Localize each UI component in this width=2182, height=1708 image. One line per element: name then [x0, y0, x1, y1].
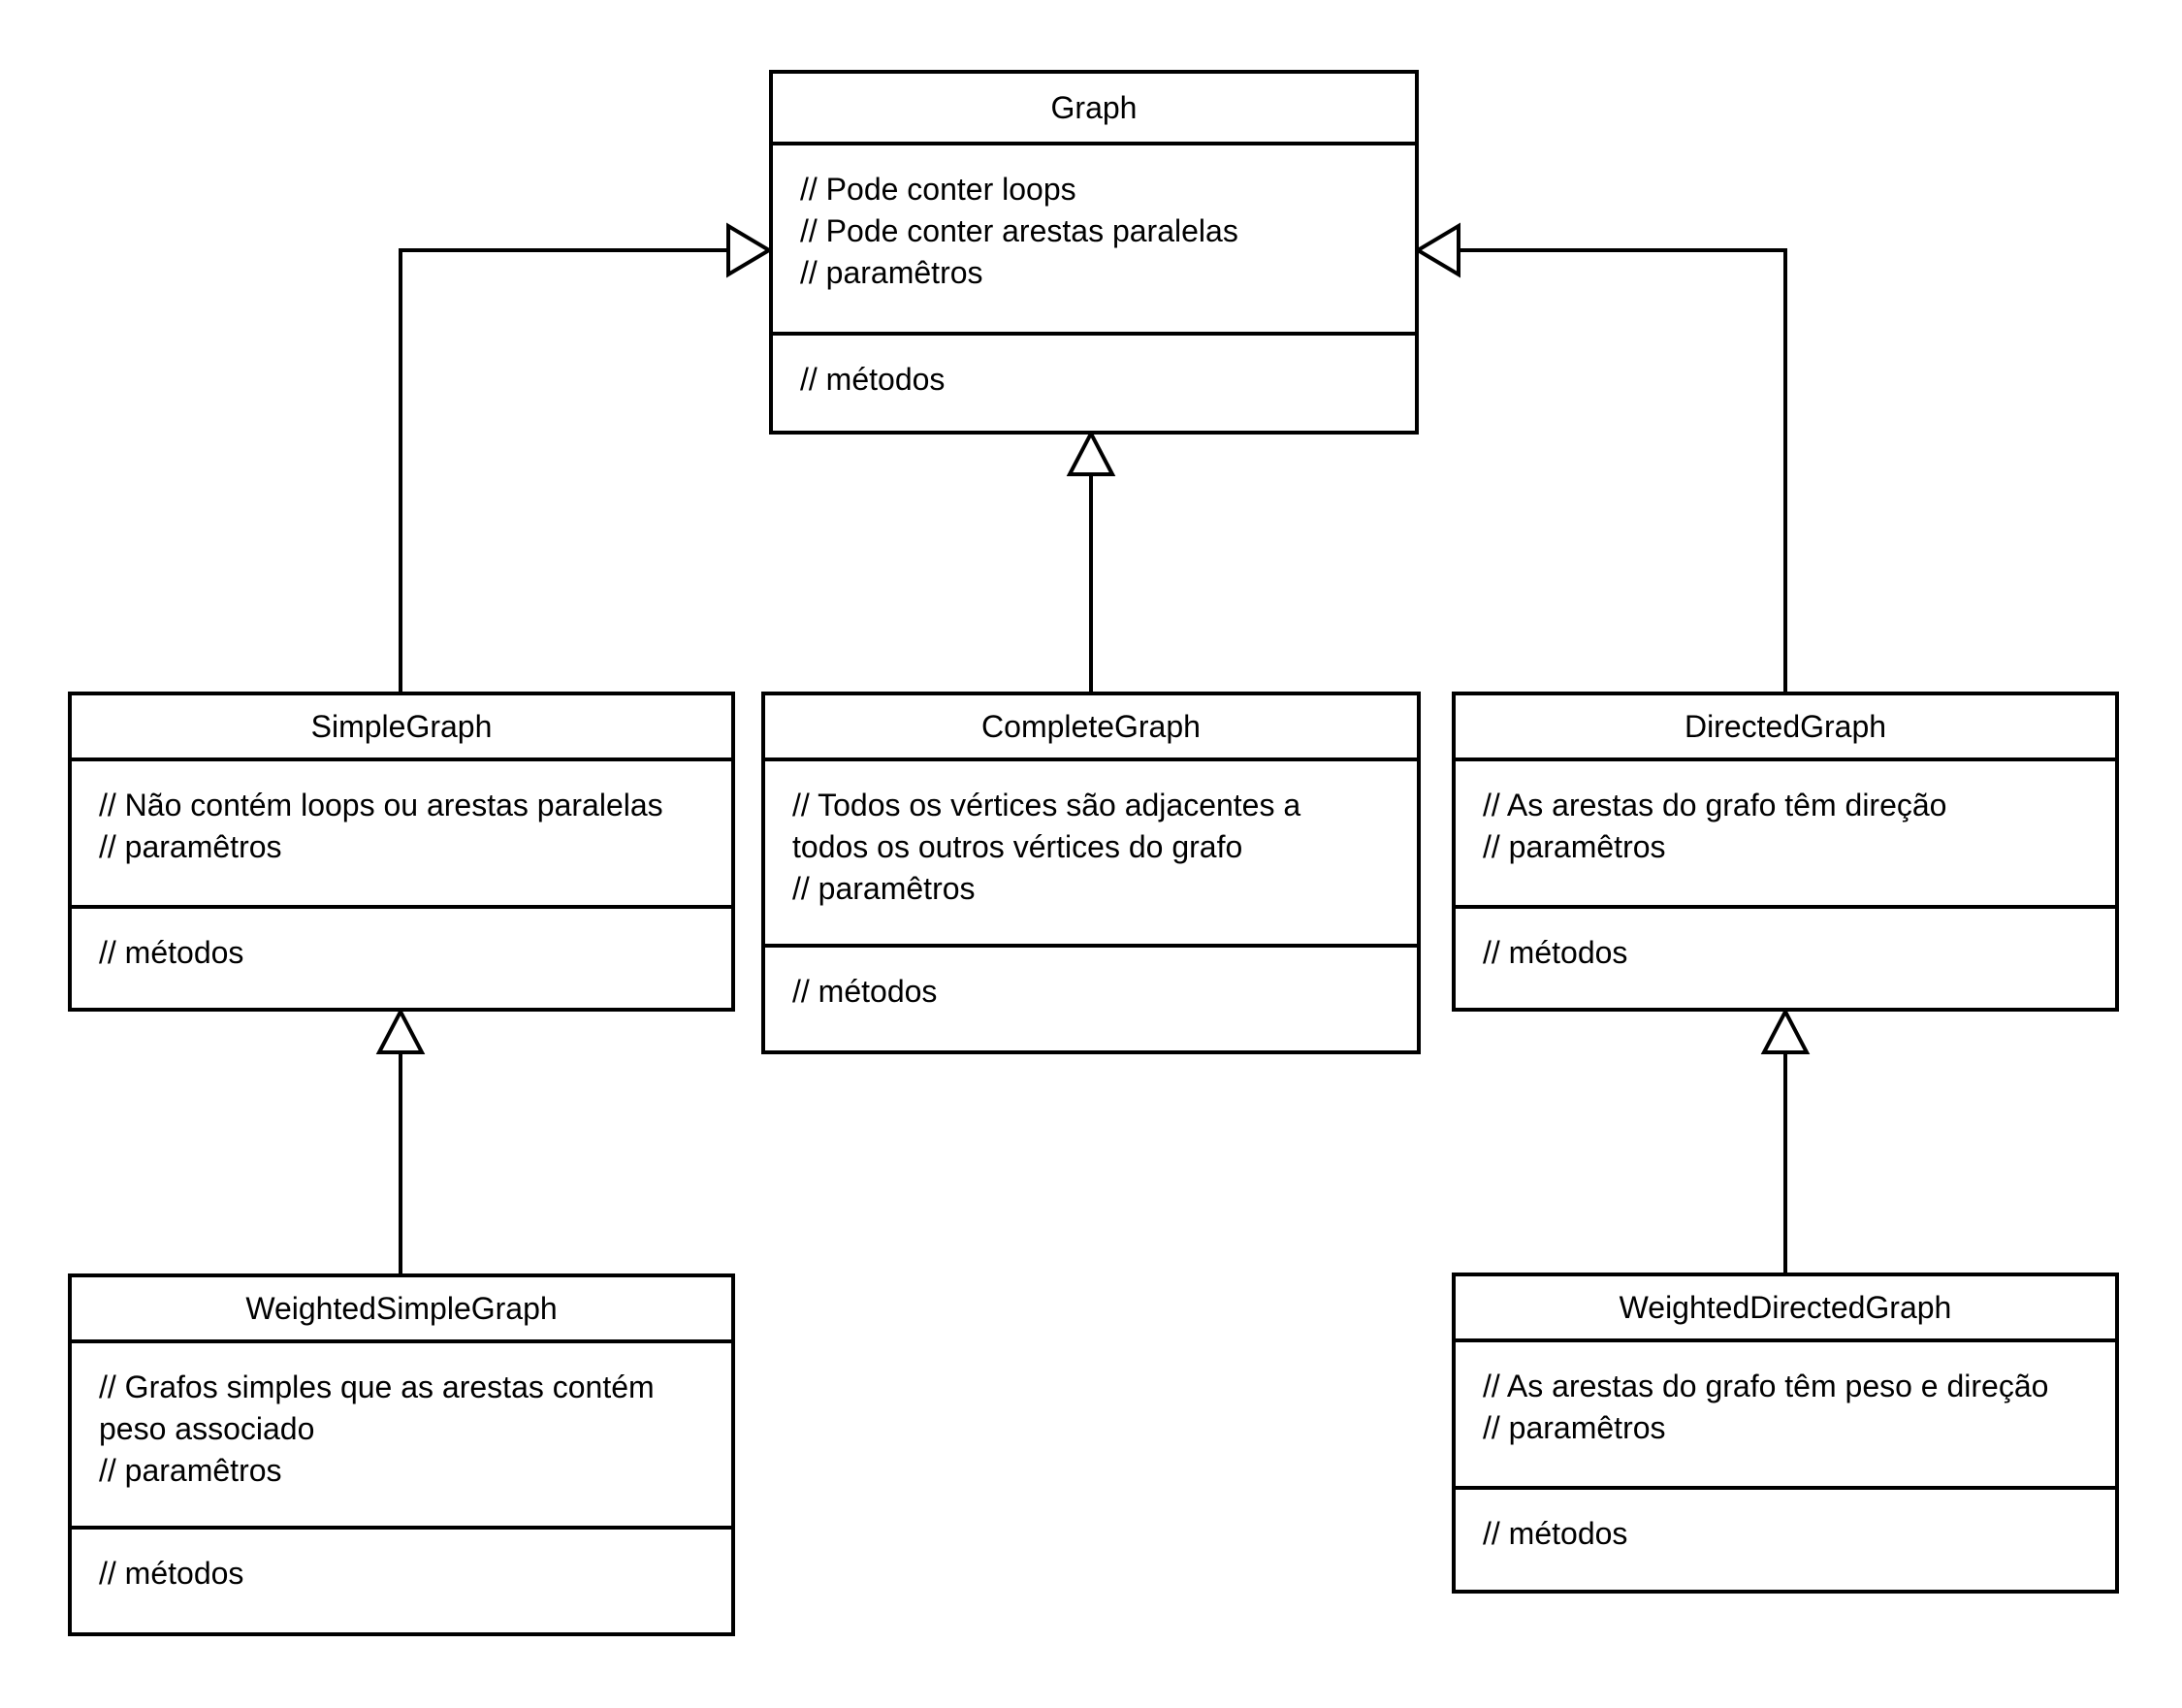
- attribute-line: peso associado: [99, 1411, 315, 1446]
- class-title: Graph: [773, 74, 1415, 145]
- method-line: // métodos: [800, 362, 946, 397]
- edge-simplegraph-to-graph: [401, 250, 726, 693]
- attribute-line: // Pode conter arestas paralelas: [800, 213, 1238, 248]
- class-title: CompleteGraph: [765, 695, 1417, 761]
- class-title: WeightedDirectedGraph: [1456, 1276, 2115, 1342]
- method-line: // métodos: [1483, 1516, 1628, 1551]
- attribute-line: // As arestas do grafo têm peso e direção: [1483, 1369, 2049, 1403]
- class-box-directedgraph: [1452, 692, 2119, 1012]
- method-line: // métodos: [99, 935, 244, 970]
- attribute-line: // Todos os vértices são adjacentes a: [792, 788, 1301, 822]
- class-methods-section: [72, 1530, 731, 1632]
- class-box-simplegraph: [68, 692, 735, 1012]
- generalization-arrowhead-simplegraph-graph: [728, 226, 769, 274]
- attribute-line: // Não contém loops ou arestas paralelas: [99, 788, 663, 822]
- class-attributes-section: [1456, 1342, 2115, 1490]
- generalization-arrowhead-directedgraph-graph: [1418, 226, 1459, 274]
- attribute-line: // paramêtros: [800, 255, 983, 290]
- attribute-line: // paramêtros: [1483, 829, 1666, 864]
- attribute-line: // paramêtros: [1483, 1410, 1666, 1445]
- attribute-line: todos os outros vértices do grafo: [792, 829, 1243, 864]
- class-box-weightedsimplegraph: [68, 1273, 735, 1636]
- attribute-line: // paramêtros: [99, 829, 282, 864]
- attribute-line: // As arestas do grafo têm direção: [1483, 788, 1947, 822]
- attribute-line: // paramêtros: [792, 871, 976, 906]
- generalization-arrowhead-weighteddirectedgraph-directedgraph: [1764, 1012, 1807, 1052]
- class-box-weighteddirectedgraph: [1452, 1273, 2119, 1594]
- class-methods-section: [773, 336, 1415, 431]
- attribute-line: // Pode conter loops: [800, 172, 1076, 207]
- class-attributes-section: [773, 145, 1415, 336]
- class-title: SimpleGraph: [72, 695, 731, 761]
- edge-directedgraph-to-graph: [1460, 250, 1785, 693]
- class-title: WeightedSimpleGraph: [72, 1277, 731, 1343]
- class-methods-section: [72, 909, 731, 1008]
- class-methods-section: [765, 948, 1417, 1050]
- class-box-completegraph: [761, 692, 1421, 1054]
- class-attributes-section: [1456, 761, 2115, 909]
- class-title: DirectedGraph: [1456, 695, 2115, 761]
- generalization-arrowhead-completegraph-graph: [1070, 434, 1112, 474]
- method-line: // métodos: [792, 974, 938, 1009]
- class-attributes-section: [72, 1343, 731, 1530]
- method-line: // métodos: [99, 1556, 244, 1591]
- class-box-graph: [769, 70, 1419, 435]
- class-attributes-section: [765, 761, 1417, 948]
- method-line: // métodos: [1483, 935, 1628, 970]
- attribute-line: // Grafos simples que as arestas contém: [99, 1370, 655, 1404]
- attribute-line: // paramêtros: [99, 1453, 282, 1488]
- class-methods-section: [1456, 1490, 2115, 1590]
- class-attributes-section: [72, 761, 731, 909]
- class-methods-section: [1456, 909, 2115, 1008]
- generalization-arrowhead-weightedsimplegraph-simplegraph: [379, 1012, 422, 1052]
